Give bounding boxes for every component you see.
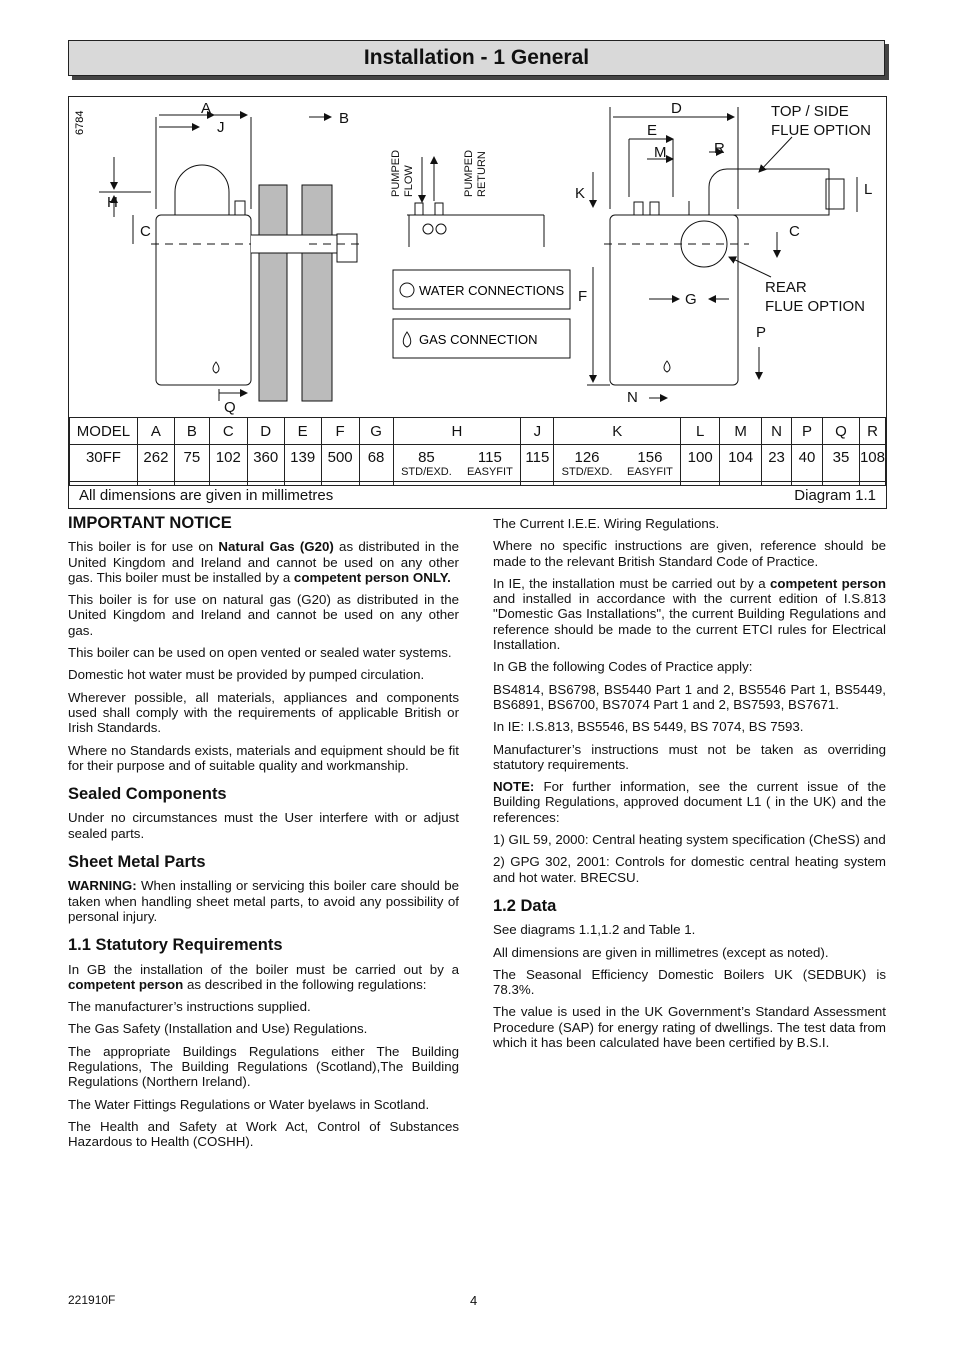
section-heading: Sealed Components bbox=[68, 785, 227, 804]
paragraph: In IE, the installation must be carried out by a competent person and installed in accordance with the current edition of I.S.813 "Domestic Gas Installations", the current Building Regulations and reference should be made to the current ETCI rules for Electrical Installation. bbox=[493, 575, 886, 653]
table-cell: 262 bbox=[137, 445, 174, 486]
rear-line1: REAR bbox=[765, 279, 807, 296]
table-header: L bbox=[681, 418, 720, 445]
h-easy-sub: EASYFIT bbox=[466, 466, 513, 478]
table-header: B bbox=[174, 418, 209, 445]
pumped-flow-1: PUMPED bbox=[390, 149, 402, 197]
table-cell: 360 bbox=[247, 445, 284, 486]
k-easy-sub: EASYFIT bbox=[627, 466, 673, 478]
top-side-line1: TOP / SIDE bbox=[771, 103, 849, 120]
table-cell: 104 bbox=[720, 445, 762, 486]
table-cell: 68 bbox=[359, 445, 393, 486]
left-column bbox=[68, 516, 459, 1157]
paragraph: NOTE: For further information, see the current issue of the Building Regulations, approved document L1 ( in the UK) and the references: bbox=[493, 779, 886, 825]
dim-label-j: J bbox=[217, 119, 225, 136]
rear-line2: FLUE OPTION bbox=[765, 298, 866, 315]
paragraph: See diagrams 1.1,1.2 and Table 1. bbox=[493, 922, 696, 938]
paragraph: In GB the installation of the boiler must be carried out by a competent person as described in the following regulations: bbox=[68, 961, 459, 992]
legend-gas-label: GAS CONNECTION bbox=[419, 332, 538, 347]
table-cell: 75 bbox=[174, 445, 209, 486]
paragraph: Under no circumstances must the User interfere with or adjust sealed parts. bbox=[68, 810, 459, 841]
dim-label-m: M bbox=[654, 144, 667, 161]
diagram-footer bbox=[69, 481, 886, 509]
table-header: F bbox=[321, 418, 359, 445]
paragraph: 1) GIL 59, 2000: Central heating system specification (CheSS) and bbox=[493, 832, 886, 848]
section-heading: IMPORTANT NOTICE bbox=[68, 514, 232, 532]
dim-label-n: N bbox=[627, 389, 638, 406]
table-header: Q bbox=[822, 418, 859, 445]
boiler-side-view bbox=[604, 169, 844, 385]
section-heading: Sheet Metal Parts bbox=[68, 853, 206, 872]
dim-label-h: H bbox=[107, 194, 118, 211]
paragraph: The value is used in the UK Government’s Standard Assessment Procedure (SAP) for energy rating of dwellings. The test data from which it has been calculated have been certified by B.S.I. bbox=[493, 1004, 886, 1051]
boiler-front-view bbox=[151, 165, 255, 385]
table-cell: 35 bbox=[822, 445, 859, 486]
diagram-ref: 6784 bbox=[74, 110, 86, 135]
section-heading: 1.1 Statutory Requirements bbox=[68, 936, 283, 955]
dimensions-table bbox=[69, 417, 886, 486]
paragraph: This boiler is for use on natural gas (G20) as distributed in the United Kingdom and Ireland and cannot be used on any other gas. bbox=[68, 592, 459, 638]
dim-label-c2: C bbox=[789, 223, 800, 240]
table-cell-k bbox=[554, 445, 681, 486]
table-cell: 30FF bbox=[70, 445, 138, 486]
diagram-caption: Diagram 1.1 bbox=[794, 487, 876, 504]
paragraph: Where no specific instructions are given, reference should be made to the relevant British Standard Code of Practice. bbox=[493, 538, 886, 569]
dim-label-c: C bbox=[140, 223, 151, 240]
water-connection-icon bbox=[436, 224, 446, 234]
wall-section bbox=[302, 185, 332, 401]
dimensions-note: All dimensions are given in millimetres bbox=[79, 487, 334, 504]
table-header: R bbox=[859, 418, 885, 445]
dim-label-d: D bbox=[671, 100, 682, 117]
paragraph: The Seasonal Efficiency Domestic Boilers UK (SEDBUK) is 78.3%. bbox=[493, 966, 886, 998]
dim-label-g: G bbox=[685, 291, 697, 308]
dim-label-a: A bbox=[201, 100, 212, 117]
paragraph: The manufacturer’s instructions supplied. bbox=[68, 999, 311, 1015]
table-header: J bbox=[521, 418, 554, 445]
paragraph: In IE: I.S.813, BS5546, BS 5449, BS 7074, BS 7593. bbox=[493, 719, 804, 735]
k-easy-value: 156 bbox=[637, 449, 663, 466]
table-header: K bbox=[554, 418, 681, 445]
table-header: A bbox=[137, 418, 174, 445]
table-header: M bbox=[720, 418, 762, 445]
dim-label-l: L bbox=[864, 181, 873, 198]
gas-flame-icon bbox=[664, 361, 670, 372]
paragraph: This boiler is for use on Natural Gas (G20) as distributed in the United Kingdom and Ireland and cannot be used on any other gas. This boiler must be installed by a competent person ONLY. bbox=[68, 539, 459, 585]
paragraph: This boiler can be used on open vented or sealed water systems. bbox=[68, 645, 452, 661]
right-column bbox=[493, 516, 886, 1057]
paragraph: The Current I.E.E. Wiring Regulations. bbox=[493, 516, 720, 531]
table-cell: 102 bbox=[209, 445, 247, 486]
table-header: H bbox=[393, 418, 521, 445]
h-std-value: 85 bbox=[418, 449, 435, 466]
table-row bbox=[70, 445, 886, 486]
pumped-return-2: RETURN bbox=[476, 151, 488, 197]
dim-label-q: Q bbox=[224, 399, 236, 416]
paragraph: The Gas Safety (Installation and Use) Regulations. bbox=[68, 1021, 368, 1037]
table-header: P bbox=[792, 418, 823, 445]
installation-diagram bbox=[69, 97, 886, 417]
table-cell: 115 bbox=[521, 445, 554, 486]
paragraph: The Water Fittings Regulations or Water byelaws in Scotland. bbox=[68, 1096, 430, 1112]
top-side-line2: FLUE OPTION bbox=[771, 122, 872, 139]
h-easy-value: 115 bbox=[477, 449, 502, 466]
dim-label-f: F bbox=[578, 288, 588, 305]
table-header: MODEL bbox=[70, 418, 138, 445]
paragraph: Domestic hot water must be provided by pumped circulation. bbox=[68, 667, 425, 683]
water-connection-icon bbox=[423, 224, 433, 234]
table-cell-h bbox=[393, 445, 521, 486]
paragraph: WARNING: When installing or servicing this boiler care should be taken when handling sheet metal parts, to avoid any possibility of personal injury. bbox=[68, 878, 459, 924]
wall-section bbox=[259, 185, 287, 401]
table-cell: 40 bbox=[792, 445, 823, 486]
paragraph: In GB the following Codes of Practice apply: bbox=[493, 659, 753, 675]
document-code: 221910F bbox=[68, 1293, 116, 1307]
table-cell: 100 bbox=[681, 445, 720, 486]
paragraph: Where no Standards exists, materials and equipment should be fit for their purpose and of suitable quality and workmanship. bbox=[68, 742, 459, 773]
dim-label-p: P bbox=[756, 324, 767, 341]
page-title: Installation - 1 General bbox=[68, 40, 885, 76]
paragraph: 2) GPG 302, 2001: Controls for domestic central heating system and hot water. BRECSU. bbox=[493, 854, 886, 885]
h-std-sub: STD/EXD. bbox=[401, 466, 452, 478]
paragraph: BS4814, BS6798, BS5440 Part 1 and 2, BS5546 Part 1, BS5449, BS6891, BS6700, BS7074 Part 1 and 2, BS7593, BS7671. bbox=[493, 681, 886, 712]
paragraph: All dimensions are given in millimetres (except as noted). bbox=[493, 944, 829, 960]
table-header-row bbox=[70, 418, 886, 445]
table-header: E bbox=[284, 418, 321, 445]
gas-flame-icon bbox=[213, 362, 219, 373]
paragraph: The Health and Safety at Work Act, Control of Substances Hazardous to Health (COSHH). bbox=[68, 1118, 459, 1150]
k-std-sub: STD/EXD. bbox=[561, 466, 613, 478]
diagram-1-1 bbox=[68, 96, 887, 509]
table-cell: 500 bbox=[321, 445, 359, 486]
table-header: N bbox=[762, 418, 792, 445]
paragraph: The appropriate Buildings Regulations either The Building Regulations, The Building Regulations (Scotland),The Building Regulations (Northern Ireland). bbox=[68, 1043, 459, 1090]
paragraph: Wherever possible, all materials, appliances and components used shall comply with the requirements of applicable British or Irish Standards. bbox=[68, 689, 459, 736]
dim-label-k: K bbox=[575, 185, 586, 202]
section-heading: 1.2 Data bbox=[493, 896, 557, 915]
table-cell: 23 bbox=[762, 445, 792, 486]
page-number: 4 bbox=[470, 1293, 478, 1308]
legend-water-label: WATER CONNECTIONS bbox=[419, 283, 565, 298]
dim-label-e: E bbox=[647, 122, 658, 139]
table-header: D bbox=[247, 418, 284, 445]
dim-label-b: B bbox=[339, 110, 350, 127]
table-cell: 108 bbox=[859, 445, 885, 486]
dim-label-r: R bbox=[714, 140, 725, 157]
table-cell: 139 bbox=[284, 445, 321, 486]
pumped-flow-2: FLOW bbox=[403, 165, 415, 197]
paragraph: Manufacturer’s instructions must not be taken as overriding statutory requirements. bbox=[493, 741, 886, 772]
table-header: C bbox=[209, 418, 247, 445]
k-std-value: 126 bbox=[574, 449, 600, 466]
table-header: G bbox=[359, 418, 393, 445]
pumped-return-1: PUMPED bbox=[463, 149, 475, 197]
